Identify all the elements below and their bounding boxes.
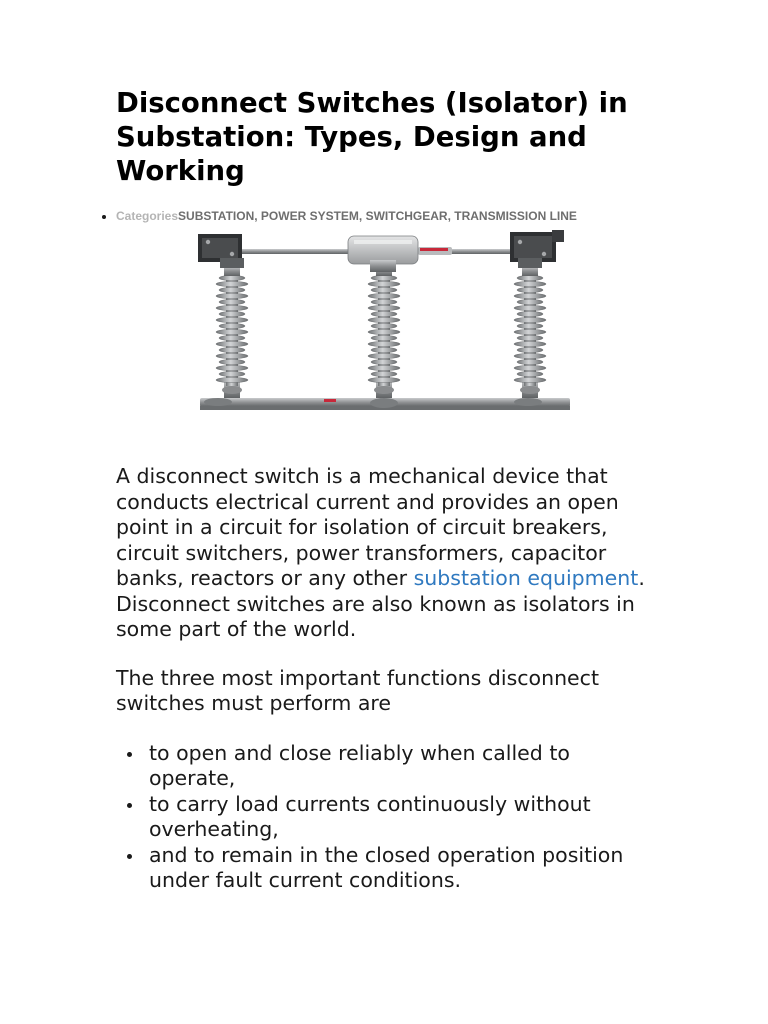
left-insulator bbox=[216, 274, 248, 398]
list-item: and to remain in the closed operation position under fault current conditions. bbox=[149, 843, 659, 894]
categories-label: Categories bbox=[116, 209, 179, 223]
center-insulator bbox=[368, 274, 400, 398]
left-terminal bbox=[198, 234, 244, 268]
center-rotating-head bbox=[348, 236, 418, 272]
substation-equipment-link[interactable]: substation equipment bbox=[413, 566, 639, 590]
categories-item bbox=[116, 208, 744, 224]
functions-list bbox=[116, 741, 659, 894]
categories-links[interactable]: SUBSTATION, POWER SYSTEM, SWITCHGEAR, TRANSMISSION LINE bbox=[178, 209, 577, 223]
list-item: to open and close reliably when called to operate, bbox=[149, 741, 659, 792]
list-item: to carry load currents continuously without overheating, bbox=[149, 792, 659, 843]
right-terminal bbox=[510, 230, 564, 268]
intro-text-start: A disconnect switch is a mechanical device that conducts electrical current and provides an open point in a circuit for isolation of circuit breakers, circuit switchers, power transformers, capacitor banks, reactors or any other bbox=[116, 464, 619, 590]
right-insulator bbox=[514, 274, 546, 398]
base-frame bbox=[200, 398, 570, 410]
intro-text-end: . Disconnect switches are also known as isolators in some part of the world. bbox=[116, 566, 645, 641]
intro-paragraph bbox=[116, 464, 656, 643]
functions-intro: The three most important functions disconnect switches must perform are bbox=[116, 665, 599, 715]
disconnect-switch-image bbox=[196, 230, 576, 420]
article-title: Disconnect Switches (Isolator) in Substation: Types, Design and Working bbox=[116, 87, 628, 187]
categories-list bbox=[92, 208, 744, 224]
